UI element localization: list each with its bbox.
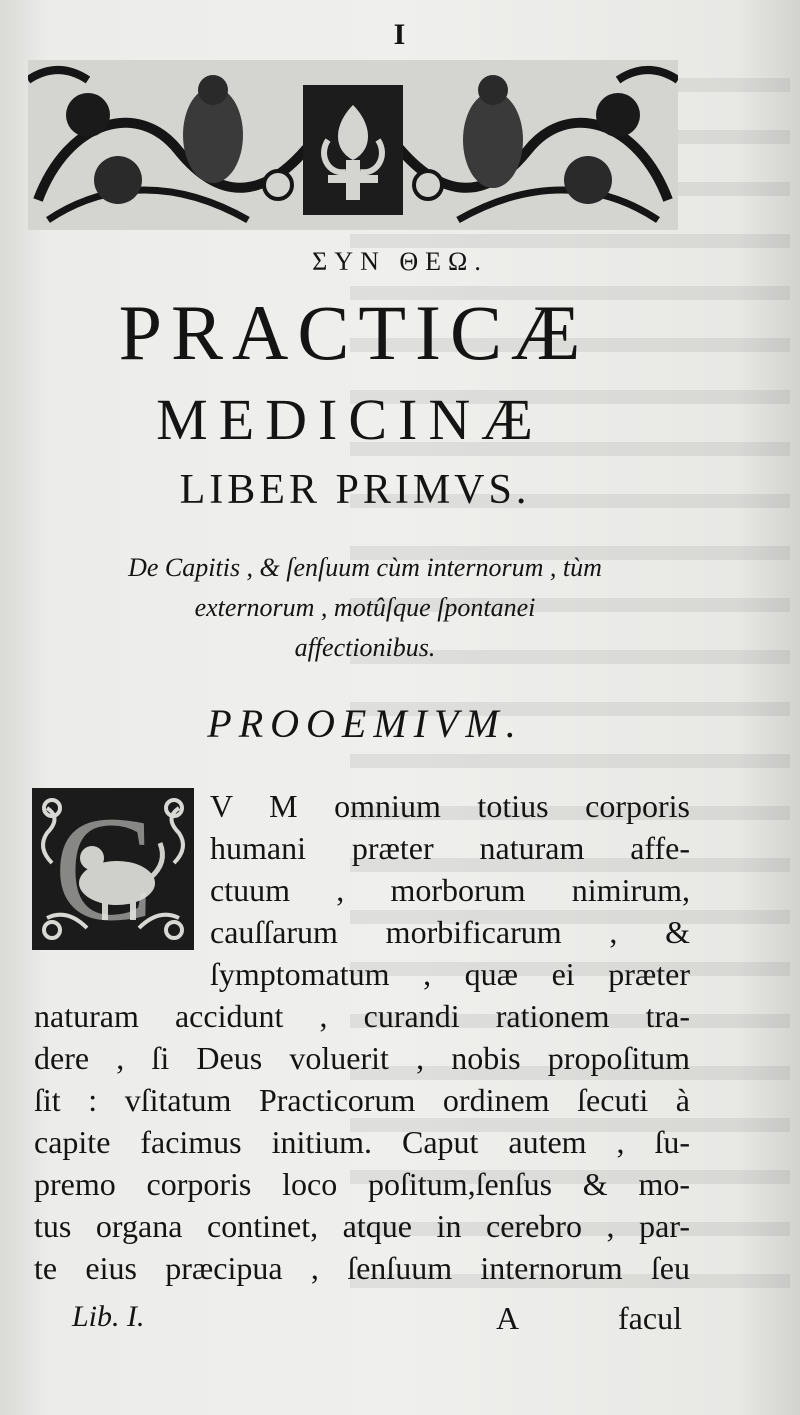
text-line: ctuum , morborum nimirum, — [210, 872, 690, 908]
text-line: naturam accidunt , curandi rationem tra- — [34, 998, 690, 1034]
running-footer: Lib. I. — [72, 1300, 145, 1333]
text-line: capite facimus initium. Caput autem , ſu- — [34, 1124, 690, 1160]
title-liber-primus: LIBER PRIMVS. — [179, 467, 531, 513]
text-line: tus organa continet, atque in cerebro , par- — [34, 1208, 690, 1244]
text-line: V M omnium totius corporis — [210, 788, 690, 824]
text-line: dere , ſi Deus voluerit , nobis propoſitum — [34, 1040, 690, 1076]
text-line: premo corporis loco poſitum,ſenſus & mo- — [34, 1166, 690, 1202]
dropcap-letter: C — [54, 786, 155, 952]
text-line: ſymptomatum , quæ ei præter — [210, 956, 690, 992]
signature-mark: A — [496, 1300, 520, 1336]
subtitle-line: externorum , motûſque ſpontanei — [194, 593, 536, 622]
subtitle-line: De Capitis , & ſenſuum cùm internorum , tùm — [128, 553, 602, 582]
text-line: ſit : vſitatum Practicorum ordinem ſecuti à — [34, 1082, 690, 1118]
page-number: I — [393, 18, 407, 51]
title-practicae: PRACTICÆ — [118, 289, 590, 376]
catchword: facul — [618, 1300, 682, 1336]
text-line: te eius præcipua , ſenſuum internorum ſeu — [34, 1250, 690, 1286]
section-heading: PROOEMIVM. — [207, 701, 523, 746]
greek-motto: ΣΥΝ ΘΕΩ. — [312, 247, 488, 276]
text-line: cauſſarum morbificarum , & — [210, 914, 690, 950]
title-medicinae: MEDICINÆ — [156, 387, 544, 452]
subtitle-line: affectionibus. — [294, 633, 436, 662]
text-line: humani præter naturam affe- — [210, 830, 690, 866]
